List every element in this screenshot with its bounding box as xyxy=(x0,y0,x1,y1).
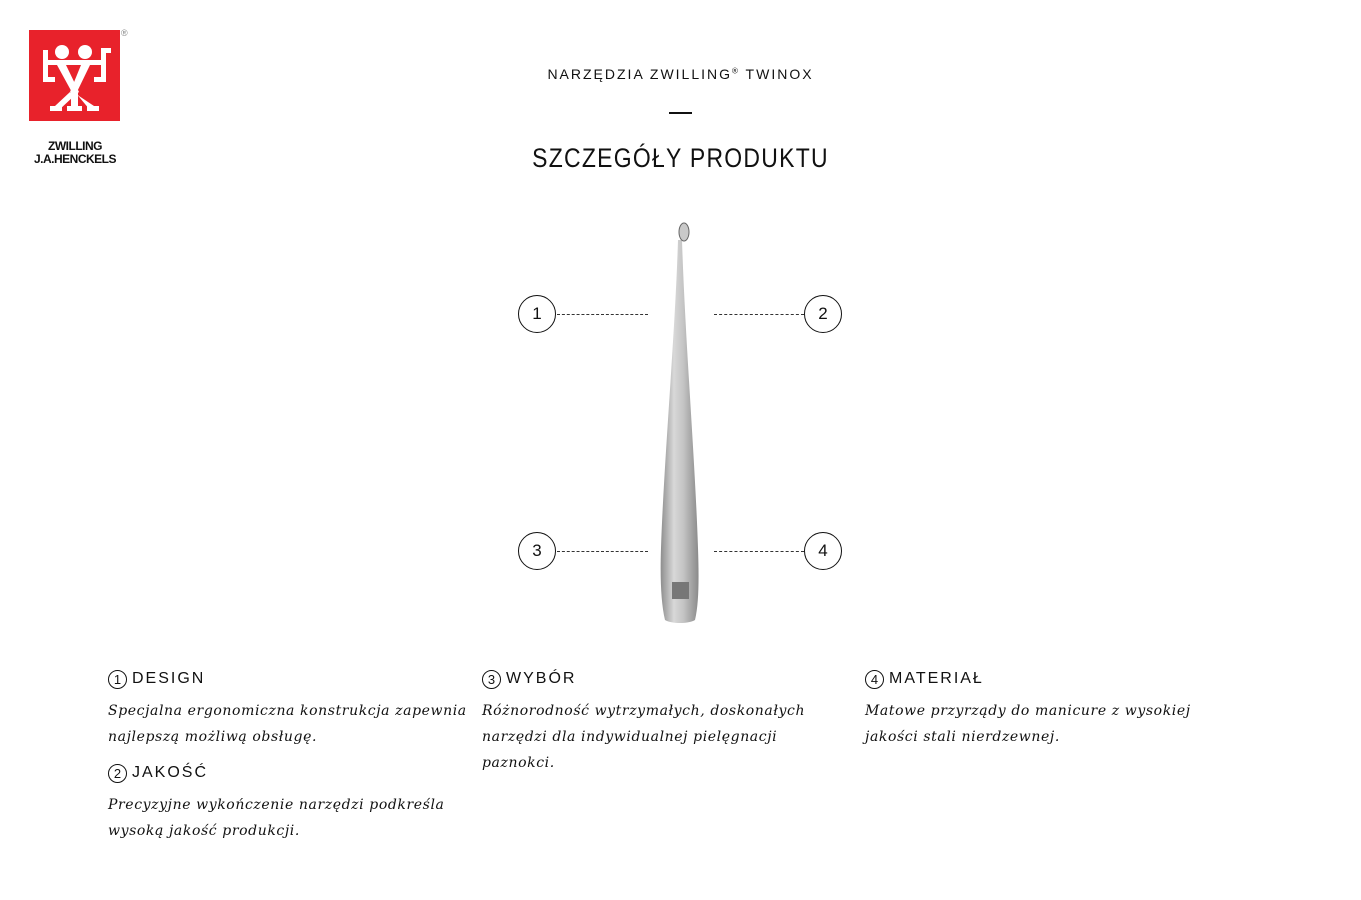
feature-text: Precyzyjne wykończenie narzędzi podkreśla wysoką jakość produkcji. xyxy=(108,797,445,839)
callout-4[interactable]: 4 xyxy=(804,532,842,570)
feature-title: WYBÓR xyxy=(506,670,577,687)
brand-line-1: ZWILLING xyxy=(48,139,102,153)
divider xyxy=(669,112,692,114)
feature-title: DESIGN xyxy=(132,670,206,687)
nail-tool-image xyxy=(655,218,705,628)
feature-heading-design xyxy=(108,668,478,690)
feature-number: 3 xyxy=(482,670,501,689)
feature-number: 2 xyxy=(108,764,127,783)
feature-text: Matowe przyrządy do manicure z wysokiej jakości stali nierdzewnej. xyxy=(865,703,1191,745)
feature-column-1 xyxy=(108,668,478,844)
feature-number: 1 xyxy=(108,670,127,689)
feature-heading-choice xyxy=(482,668,822,690)
feature-number: 4 xyxy=(865,670,884,689)
leader-line-2 xyxy=(714,314,804,315)
feature-column-3 xyxy=(865,668,1210,750)
feature-text: Różnorodność wytrzymałych, doskonałych narzędzi dla indywidualnej pielęgnacji paznokci. xyxy=(482,703,806,771)
kicker-reg: ® xyxy=(732,66,740,76)
page-title: SZCZEGÓŁY PRODUKTU xyxy=(532,143,829,173)
feature-title: JAKOŚĆ xyxy=(132,764,209,781)
leader-line-3 xyxy=(557,551,648,552)
leader-line-1 xyxy=(557,314,648,315)
callout-2[interactable]: 2 xyxy=(804,295,842,333)
feature-title: MATERIAŁ xyxy=(889,670,984,687)
feature-heading-quality xyxy=(108,762,478,784)
leader-line-4 xyxy=(714,551,804,552)
feature-column-2 xyxy=(482,668,822,776)
feature-heading-material xyxy=(865,668,1210,690)
callout-1[interactable]: 1 xyxy=(518,295,556,333)
registered-mark: ® xyxy=(121,28,128,38)
feature-text: Specjalna ergonomiczna konstrukcja zapewnia najlepszą możliwą obsługę. xyxy=(108,703,467,745)
callout-3[interactable]: 3 xyxy=(518,532,556,570)
brand-line-2: J.A.HENCKELS xyxy=(33,152,116,166)
kicker-suffix: TWINOX xyxy=(739,66,814,82)
kicker-text: NARZĘDZIA ZWILLING xyxy=(547,66,733,82)
page-kicker xyxy=(0,66,1361,82)
